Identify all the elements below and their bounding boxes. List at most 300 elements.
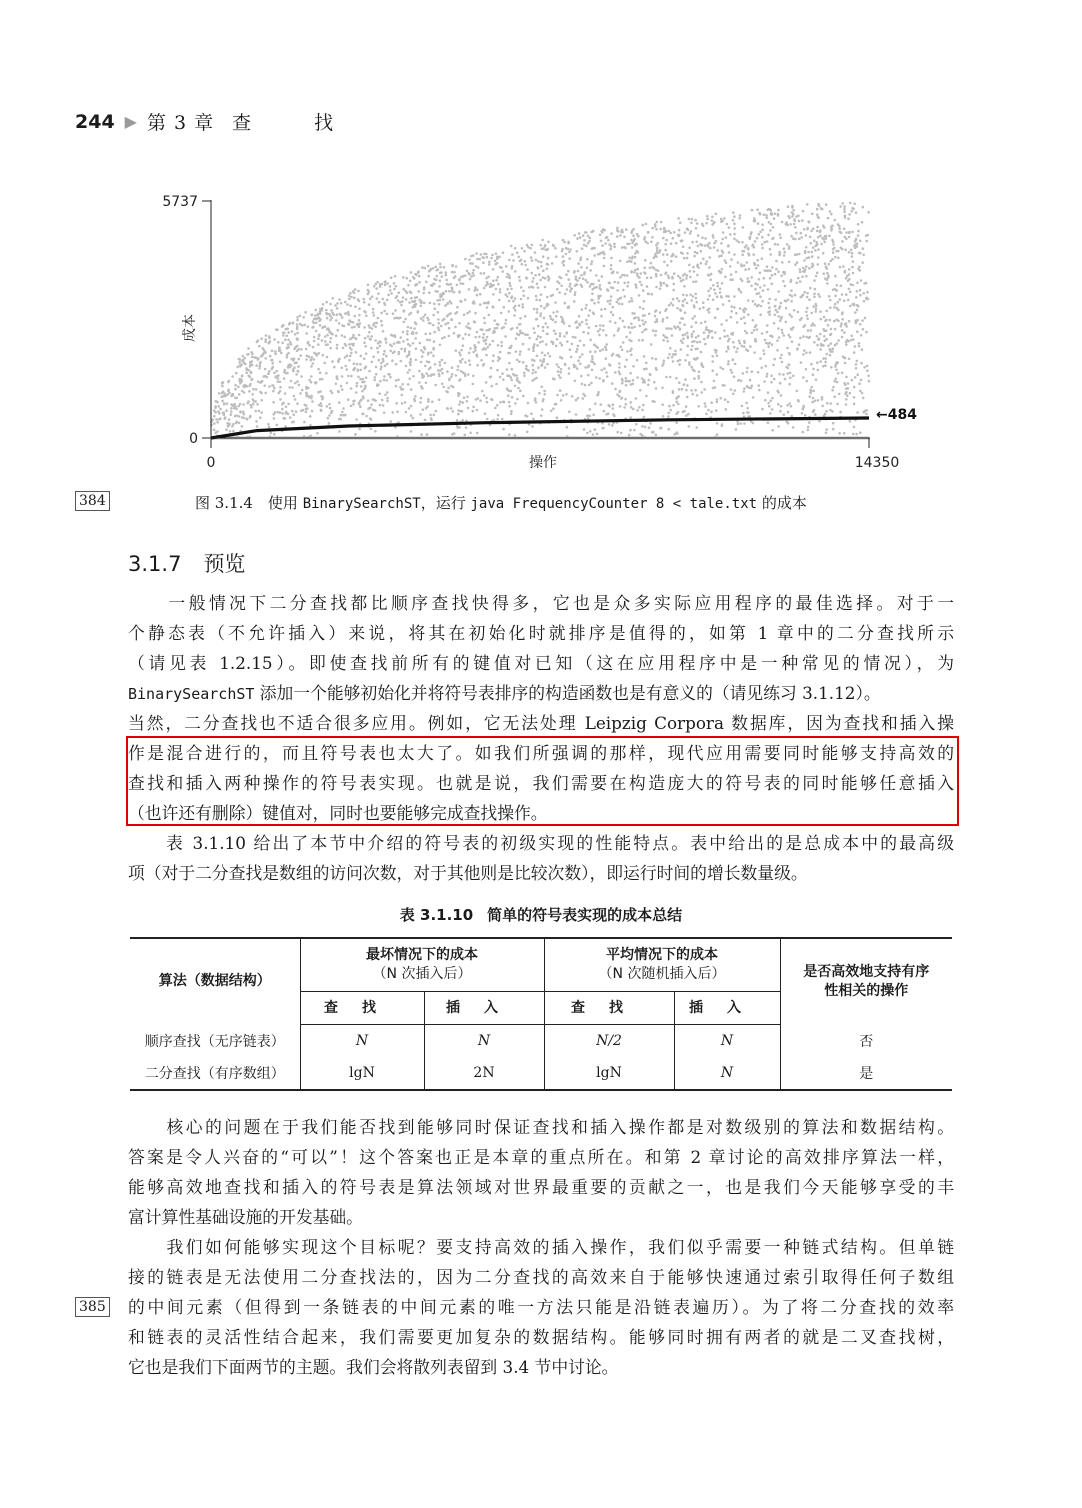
scatter-point [679,221,682,224]
scatter-point [383,379,386,382]
scatter-point [652,431,655,434]
scatter-point [632,240,635,243]
scatter-point [289,416,292,419]
scatter-point [464,434,467,437]
scatter-point [691,345,694,348]
scatter-point [508,276,511,279]
scatter-point [622,320,625,323]
scatter-point [779,382,782,385]
scatter-point [378,359,381,362]
scatter-point [555,255,558,258]
scatter-point [664,249,667,252]
scatter-point [663,231,666,234]
scatter-point [280,352,283,355]
scatter-point [393,288,396,291]
scatter-point [595,325,598,328]
scatter-point [746,371,749,374]
scatter-point [610,311,613,314]
scatter-point [395,385,398,388]
scatter-point [616,235,619,238]
scatter-point [338,322,341,325]
scatter-point [535,401,538,404]
scatter-point [608,405,611,408]
scatter-point [698,377,701,380]
scatter-point [756,293,759,296]
scatter-point [731,371,734,374]
scatter-point [791,295,794,298]
scatter-point [819,333,822,336]
scatter-point [640,272,643,275]
scatter-point [314,309,317,312]
scatter-point [721,238,724,241]
scatter-point [821,396,824,399]
scatter-point [295,373,298,376]
scatter-point [534,397,537,400]
scatter-point [312,362,315,365]
scatter-point [682,300,685,303]
scatter-point [296,402,299,405]
scatter-point [402,331,405,334]
scatter-point [363,301,366,304]
scatter-point [226,402,229,405]
scatter-point [483,333,486,336]
scatter-point [809,236,812,239]
scatter-point [715,240,718,243]
scatter-point [385,379,388,382]
scatter-point [421,355,424,358]
scatter-point [237,385,240,388]
scatter-point [815,378,818,381]
scatter-point [555,345,558,348]
scatter-point [383,375,386,378]
scatter-point [451,271,454,274]
scatter-point [674,353,677,356]
scatter-point [749,345,752,348]
scatter-point [854,243,857,246]
scatter-point [497,359,500,362]
scatter-point [556,416,559,419]
scatter-point [655,330,658,333]
scatter-point [815,275,818,278]
scatter-point [834,256,837,259]
scatter-point [800,361,803,364]
scatter-point [430,351,433,354]
scatter-point [695,426,698,429]
scatter-point [466,270,469,273]
scatter-point [776,390,779,393]
scatter-point [512,300,515,303]
scatter-point [839,266,842,269]
scatter-points [210,202,870,439]
scatter-point [757,371,760,374]
scatter-point [271,362,274,365]
scatter-point [788,247,791,250]
section-title: 预览 [203,552,246,576]
scatter-point [818,420,821,423]
scatter-point [398,351,401,354]
scatter-point [616,229,619,232]
scatter-point [701,223,704,226]
scatter-point [419,401,422,404]
scatter-point [849,202,852,205]
scatter-point [479,328,482,331]
scatter-point [516,359,519,362]
scatter-point [586,281,589,284]
scatter-point [374,283,377,286]
scatter-point [478,336,481,339]
scatter-point [861,261,864,264]
scatter-point [423,302,426,305]
scatter-point [594,350,597,353]
table-row [130,1057,952,1090]
scatter-point [732,219,735,222]
scatter-point [802,335,805,338]
scatter-point [668,230,671,233]
scatter-point [631,300,634,303]
scatter-point [526,333,529,336]
scatter-point [833,380,836,383]
scatter-point [297,365,300,368]
scatter-point [575,275,578,278]
scatter-point [767,342,770,345]
scatter-point [367,335,370,338]
scatter-point [375,322,378,325]
scatter-point [693,315,696,318]
scatter-point [773,217,776,220]
scatter-point [527,402,530,405]
scatter-point [408,369,411,372]
scatter-point [474,336,477,339]
scatter-point [630,297,633,300]
scatter-point [576,283,579,286]
scatter-point [313,336,316,339]
scatter-point [264,368,267,371]
scatter-point [767,422,770,425]
cell-worst-insert: N [424,1025,544,1058]
scatter-point [657,242,660,245]
scatter-point [518,304,521,307]
scatter-point [514,385,517,388]
scatter-point [422,292,425,295]
scatter-point [665,376,668,379]
scatter-point [317,343,320,346]
scatter-point [719,366,722,369]
scatter-point [442,298,445,301]
scatter-point [828,295,831,298]
scatter-point [840,325,843,328]
scatter-point [450,283,453,286]
scatter-point [292,421,295,424]
scatter-point [363,357,366,360]
scatter-point [600,369,603,372]
text-line: 它也是我们下面两节的主题。我们会将散列表留到 3.4 节中讨论。 [128,1357,619,1377]
scatter-point [767,269,770,272]
scatter-point [364,345,367,348]
scatter-point [228,392,231,395]
scatter-point [580,375,583,378]
scatter-point [785,221,788,224]
scatter-point [468,288,471,291]
scatter-point [358,314,361,317]
scatter-point [774,305,777,308]
scatter-point [336,302,339,305]
scatter-point [744,330,747,333]
scatter-point [728,251,731,254]
scatter-point [499,351,502,354]
scatter-point [234,384,237,387]
scatter-point [566,340,569,343]
scatter-point [413,277,416,280]
scatter-point [803,270,806,273]
scatter-point [557,366,560,369]
scatter-point [613,246,616,249]
scatter-point [568,251,571,254]
scatter-point [410,297,413,300]
scatter-point [676,401,679,404]
scatter-point [659,311,662,314]
scatter-point [642,308,645,311]
scatter-point [683,384,686,387]
scatter-point [543,307,546,310]
scatter-point [728,226,731,229]
scatter-point [841,329,844,332]
scatter-point [510,410,513,413]
scatter-point [692,330,695,333]
scatter-point [375,287,378,290]
scatter-point [671,276,674,279]
scatter-point [322,326,325,329]
scatter-point [588,415,591,418]
scatter-point [431,400,434,403]
scatter-point [715,351,718,354]
scatter-point [604,242,607,245]
scatter-point [747,247,750,250]
scatter-point [607,412,610,415]
scatter-point [686,302,689,305]
inline-code: BinarySearchST [128,685,255,703]
scatter-point [248,390,251,393]
scatter-point [618,366,621,369]
scatter-point [793,309,796,312]
scatter-point [670,328,673,331]
scatter-point [469,278,472,281]
scatter-point [541,408,544,411]
scatter-point [475,252,478,255]
scatter-point [482,261,485,264]
scatter-point [808,395,811,398]
scatter-point [495,383,498,386]
scatter-point [601,275,604,278]
scatter-point [772,364,775,367]
scatter-point [705,263,708,266]
scatter-point [663,360,666,363]
scatter-point [543,393,546,396]
scatter-point [349,292,352,295]
scatter-point [293,348,296,351]
scatter-point [521,332,524,335]
scatter-point [363,310,366,313]
scatter-point [635,284,638,287]
scatter-point [475,353,478,356]
scatter-point [331,360,334,363]
scatter-point [577,270,580,273]
scatter-point [830,402,833,405]
scatter-point [218,392,221,395]
scatter-point [759,231,762,234]
scatter-point [630,271,633,274]
scatter-point [479,293,482,296]
scatter-point [708,308,711,311]
scatter-point [230,407,233,410]
scatter-point [479,399,482,402]
scatter-point [421,266,424,269]
scatter-point [225,428,228,431]
scatter-point [546,363,549,366]
scatter-point [451,286,454,289]
scatter-point [267,372,270,375]
scatter-point [445,290,448,293]
scatter-point [791,215,794,218]
scatter-point [729,265,732,268]
cell-avg-search: N/2 [544,1025,674,1058]
scatter-point [742,372,745,375]
scatter-point [301,324,304,327]
scatter-point [598,296,601,299]
header-worst-line1: 最坏情况下的成本 [366,947,478,963]
scatter-point [259,365,262,368]
scatter-point [319,318,322,321]
scatter-point [818,338,821,341]
scatter-point [313,358,316,361]
scatter-point [662,237,665,240]
scatter-point [816,243,819,246]
scatter-point [655,387,658,390]
scatter-point [750,276,753,279]
scatter-point [455,265,458,268]
scatter-point [774,314,777,317]
scatter-point [600,240,603,243]
scatter-point [459,354,462,357]
scatter-point [468,310,471,313]
scatter-point [826,353,829,356]
scatter-point [373,314,376,317]
scatter-point [574,336,577,339]
scatter-point [868,380,871,383]
scatter-point [781,332,784,335]
scatter-point [556,394,559,397]
scatter-point [493,319,496,322]
scatter-point [867,234,870,237]
scatter-point [820,207,823,210]
scatter-point [609,320,612,323]
scatter-point [803,259,806,262]
scatter-point [401,383,404,386]
scatter-point [830,333,833,336]
scatter-point [813,341,816,344]
scatter-point [486,256,489,259]
scatter-point [430,417,433,420]
scatter-point [543,317,546,320]
scatter-point [624,365,627,368]
scatter-point [856,411,859,414]
scatter-point [847,217,850,220]
scatter-point [609,303,612,306]
subheader-avg-search: 查找 [544,992,674,1025]
scatter-point [343,336,346,339]
scatter-point [819,230,822,233]
scatter-point [617,281,620,284]
scatter-point [709,256,712,259]
scatter-point [363,388,366,391]
scatter-point [412,342,415,345]
scatter-point [428,339,431,342]
scatter-point [743,250,746,253]
scatter-point [360,369,363,372]
scatter-point [443,336,446,339]
scatter-point [579,324,582,327]
scatter-point [433,373,436,376]
scatter-point [289,366,292,369]
scatter-point [313,340,316,343]
scatter-point [835,362,838,365]
scatter-point [794,263,797,266]
scatter-point [406,355,409,358]
scatter-point [254,410,257,413]
scatter-point [466,396,469,399]
scatter-point [788,334,791,337]
scatter-point [246,353,249,356]
scatter-point [602,252,605,255]
scatter-point [404,290,407,293]
scatter-point [852,260,855,263]
scatter-point [486,306,489,309]
scatter-point [810,329,813,332]
scatter-point [432,347,435,350]
scatter-point [610,264,613,267]
scatter-point [558,291,561,294]
scatter-point [397,341,400,344]
scatter-point [719,397,722,400]
scatter-point [510,345,513,348]
scatter-point [410,405,413,408]
scatter-point [747,252,750,255]
scatter-point [753,262,756,265]
scatter-point [583,271,586,274]
scatter-point [380,312,383,315]
scatter-point [818,204,821,207]
scatter-point [291,386,294,389]
scatter-point [819,310,822,313]
scatter-point [790,279,793,282]
scatter-point [659,287,662,290]
scatter-point [384,338,387,341]
scatter-point [632,408,635,411]
scatter-point [812,390,815,393]
scatter-point [310,365,313,368]
scatter-point [641,331,644,334]
scatter-point [608,423,611,426]
table-row [130,1025,952,1058]
scatter-point [503,401,506,404]
scatter-point [483,322,486,325]
scatter-point [468,334,471,337]
scatter-point [316,317,319,320]
scatter-point [602,427,605,430]
text-line: 查找和插入两种操作的符号表实现。也就是说，我们需要在构造庞大的符号表的同时能够任意插入 [128,773,954,793]
scatter-point [350,387,353,390]
scatter-point [489,343,492,346]
scatter-point [483,287,486,290]
